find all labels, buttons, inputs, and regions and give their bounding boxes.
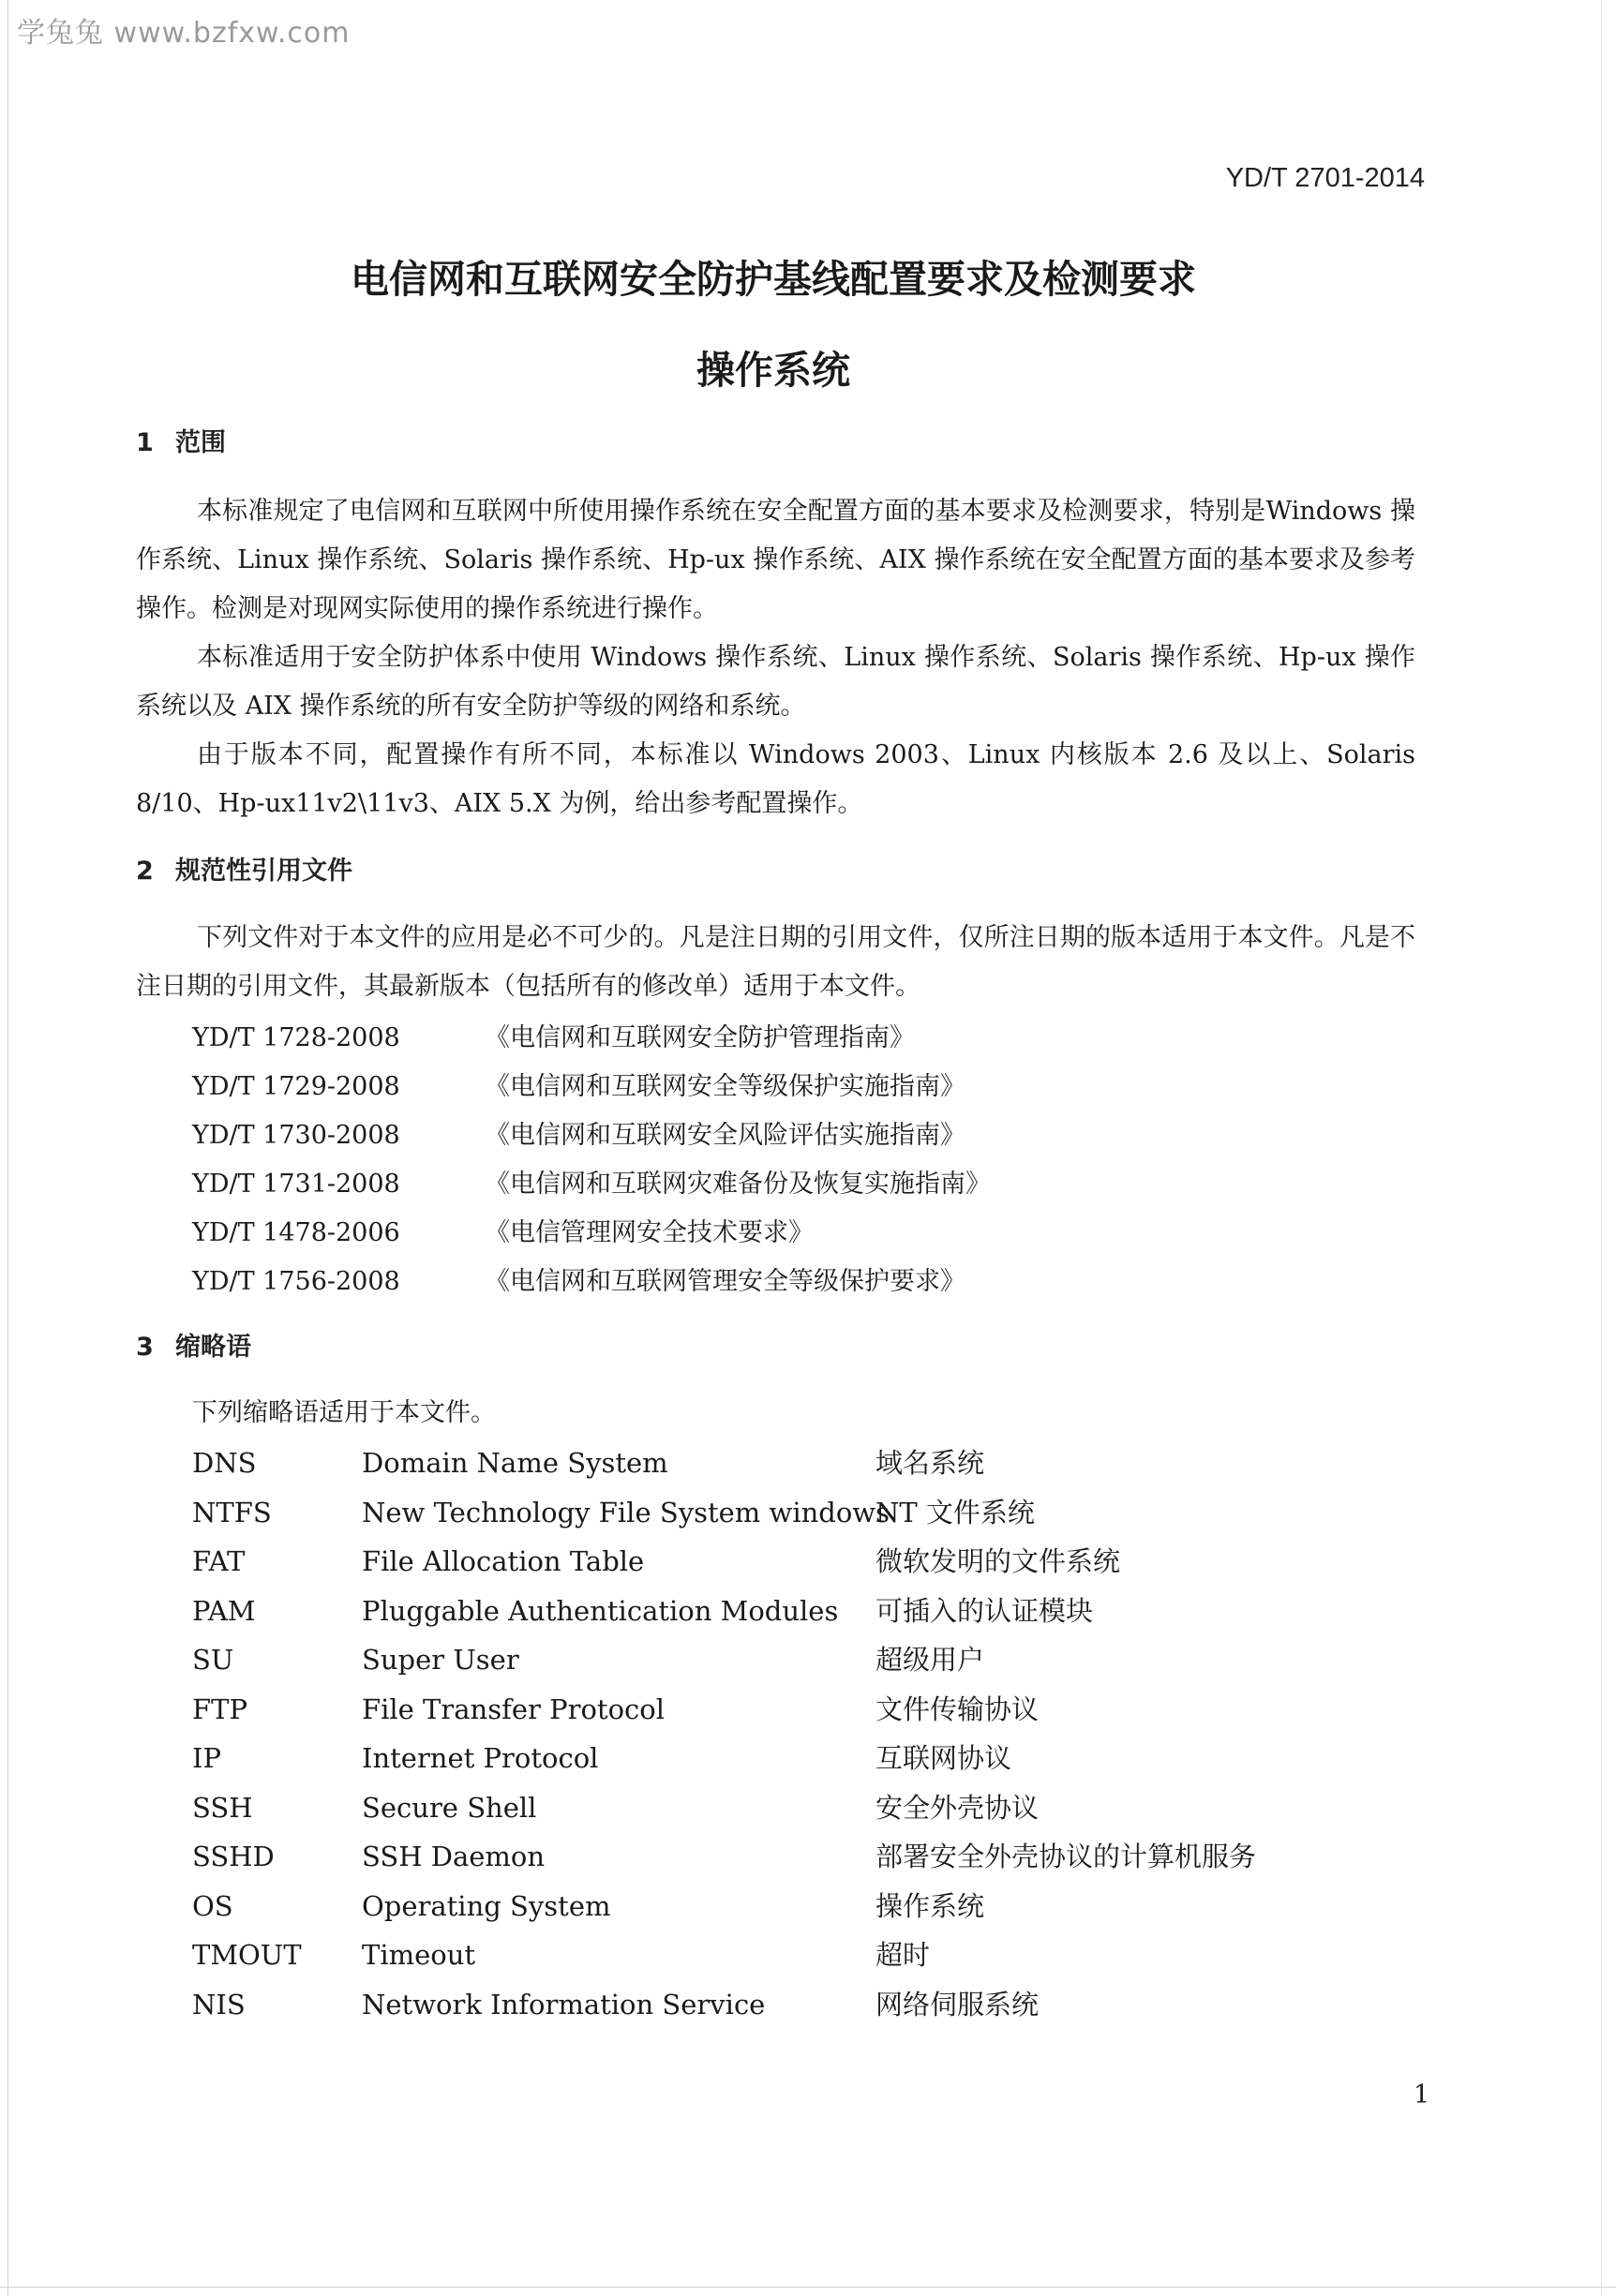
abbreviation-english: Timeout xyxy=(362,1939,476,1971)
abbreviation-chinese: 操作系统 xyxy=(875,1889,985,1922)
reference-code: YD/T 1731-2008 xyxy=(192,1170,400,1199)
abbreviation-code: TMOUT xyxy=(192,1939,302,1971)
abbreviation-chinese: 超时 xyxy=(875,1939,931,1971)
list-item xyxy=(192,1160,991,1209)
abbreviation-chinese: 可插入的认证模块 xyxy=(875,1594,1094,1627)
references-intro: 下列文件对于本文件的应用是必不可少的。凡是注日期的引用文件，仅所注日期的版本适用于本文件。凡是不注日期的引用文件，其最新版本（包括所有的修改单）适用于本文件。 xyxy=(136,923,1415,1001)
abbreviation-english: Super User xyxy=(362,1644,519,1676)
abbreviation-code: SU xyxy=(192,1644,234,1676)
abbreviation-chinese: 安全外壳协议 xyxy=(875,1791,1040,1824)
abbreviation-chinese: 文件传输协议 xyxy=(875,1692,1040,1725)
page-number: 1 xyxy=(1414,2080,1430,2110)
abbreviation-english: Pluggable Authentication Modules xyxy=(362,1594,839,1627)
scan-right-line xyxy=(1601,0,1602,2296)
section-number: 3 xyxy=(136,1333,154,1362)
standard-code: YD/T 2701-2014 xyxy=(1225,163,1425,193)
scope-paragraph-3: 由于版本不同，配置操作有所不同，本标准以 Windows 2003、Linux 内核版本 2.6 及以上、Solaris 8/10、Hp-ux11v2\11v3、AIX 5.X 为例，给出参考配置操作。 xyxy=(136,740,1415,818)
reference-title: 《电信网和互联网安全防护管理指南》 xyxy=(485,1023,915,1052)
reference-title: 《电信网和互联网安全风险评估实施指南》 xyxy=(485,1121,965,1150)
section-number: 2 xyxy=(136,857,154,886)
abbreviation-chinese: NT 文件系统 xyxy=(875,1496,1035,1528)
table-row xyxy=(192,1488,1256,1538)
list-item xyxy=(192,1258,991,1306)
abbreviation-code: IP xyxy=(192,1742,221,1774)
abbreviation-code: DNS xyxy=(192,1447,257,1479)
table-row xyxy=(192,1980,1256,2030)
abbreviation-chinese: 微软发明的文件系统 xyxy=(875,1545,1121,1577)
list-item xyxy=(192,1111,991,1160)
abbreviation-code: SSH xyxy=(192,1791,253,1824)
section-number: 1 xyxy=(136,428,154,457)
abbreviation-chinese: 部署安全外壳协议的计算机服务 xyxy=(875,1841,1257,1872)
reference-title: 《电信管理网安全技术要求》 xyxy=(485,1218,814,1247)
reference-code: YD/T 1728-2008 xyxy=(192,1023,400,1052)
reference-list xyxy=(192,1014,991,1306)
abbreviation-code: SSHD xyxy=(192,1841,275,1872)
table-row xyxy=(192,1882,1256,1931)
scan-bottom-line xyxy=(0,2287,1616,2288)
document-subtitle: 操作系统 xyxy=(696,348,850,393)
table-row xyxy=(192,1832,1256,1882)
abbreviation-code: OS xyxy=(192,1889,233,1922)
scope-paragraph-1: 本标准规定了电信网和互联网中所使用操作系统在安全配置方面的基本要求及检测要求，特别是Windows 操作系统、Linux 操作系统、Solaris 操作系统、Hp-ux 操作系统、AIX 操作系统在安全配置方面的基本要求及参考操作。检测是对现网实际使用的操作系统进行操作。 xyxy=(136,497,1415,623)
table-row xyxy=(192,1439,1256,1488)
watermark: 学兔兔 www.bzfxw.com xyxy=(17,17,351,50)
document-title: 电信网和互联网安全防护基线配置要求及检测要求 xyxy=(351,257,1196,302)
abbreviation-english: Operating System xyxy=(362,1889,611,1922)
reference-code: YD/T 1478-2006 xyxy=(192,1218,400,1247)
abbreviation-code: FAT xyxy=(192,1545,246,1577)
abbreviation-english: File Transfer Protocol xyxy=(362,1692,666,1725)
table-row xyxy=(192,1931,1256,1980)
reference-title: 《电信网和互联网安全等级保护实施指南》 xyxy=(485,1072,965,1101)
section-title: 规范性引用文件 xyxy=(175,857,352,886)
abbreviation-english: Internet Protocol xyxy=(362,1742,599,1774)
reference-title: 《电信网和互联网灾难备份及恢复实施指南》 xyxy=(485,1170,991,1199)
abbreviation-chinese: 超级用户 xyxy=(875,1644,985,1676)
reference-code: YD/T 1729-2008 xyxy=(192,1072,400,1101)
abbreviation-english: SSH Daemon xyxy=(362,1841,546,1872)
list-item xyxy=(192,1063,991,1111)
table-row xyxy=(192,1587,1256,1636)
table-row xyxy=(192,1537,1256,1587)
table-row xyxy=(192,1734,1256,1783)
abbreviation-code: NIS xyxy=(192,1988,246,2020)
section-title: 缩略语 xyxy=(175,1333,251,1362)
abbreviations-intro: 下列缩略语适用于本文件。 xyxy=(192,1398,496,1427)
abbreviation-code: NTFS xyxy=(192,1496,272,1528)
abbreviation-chinese: 互联网协议 xyxy=(875,1742,1012,1774)
abbreviation-chinese: 域名系统 xyxy=(875,1447,985,1479)
abbreviation-english: Domain Name System xyxy=(362,1447,668,1479)
reference-code: YD/T 1756-2008 xyxy=(192,1267,400,1296)
table-row xyxy=(192,1635,1256,1685)
section-title: 范围 xyxy=(175,428,226,457)
section-3-heading xyxy=(136,1326,251,1363)
abbreviation-english: Network Information Service xyxy=(362,1988,766,2020)
table-row xyxy=(192,1685,1256,1735)
abbreviation-english: New Technology File System windows xyxy=(362,1496,890,1528)
abbreviation-list xyxy=(192,1439,1256,2029)
abbreviation-english: Secure Shell xyxy=(362,1791,537,1824)
section-2-heading xyxy=(136,850,352,887)
list-item xyxy=(192,1209,991,1258)
abbreviation-english: File Allocation Table xyxy=(362,1545,645,1577)
abbreviation-code: FTP xyxy=(192,1692,247,1725)
reference-code: YD/T 1730-2008 xyxy=(192,1121,400,1150)
abbreviation-chinese: 网络伺服系统 xyxy=(875,1988,1040,2020)
abbreviation-code: PAM xyxy=(192,1594,256,1627)
reference-title: 《电信网和互联网管理安全等级保护要求》 xyxy=(485,1267,965,1296)
section-1-heading xyxy=(136,422,226,458)
list-item xyxy=(192,1014,991,1063)
table-row xyxy=(192,1783,1256,1833)
scope-paragraph-2: 本标准适用于安全防护体系中使用 Windows 操作系统、Linux 操作系统、Solaris 操作系统、Hp-ux 操作系统以及 AIX 操作系统的所有安全防护等级的网络和系统。 xyxy=(136,643,1415,721)
